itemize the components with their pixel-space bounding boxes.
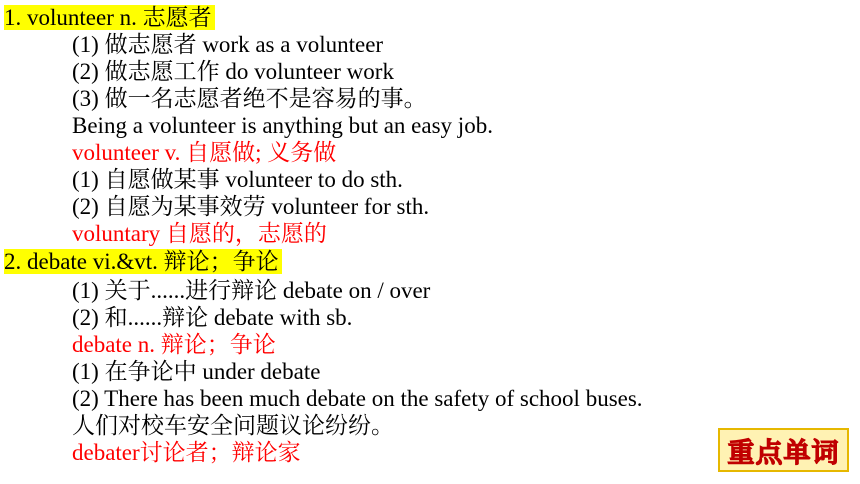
example-sentence: (2) There has been much debate on the safety of school buses. xyxy=(72,386,643,411)
key-words-badge: 重点单词 xyxy=(718,428,849,472)
entry-heading-debate: 2. debate vi.&vt. 辩论；争论 xyxy=(4,248,282,275)
example-sentence: Being a volunteer is anything but an easy job. xyxy=(72,113,493,138)
translation-line: 人们对校车安全问题议论纷纷。 xyxy=(72,413,394,438)
derived-word-line: debater讨论者；辩论家 xyxy=(72,440,301,465)
phrase-line: (2) 和......辩论 debate with sb. xyxy=(72,305,353,330)
phrase-line: (2) 自愿为某事效劳 volunteer for sth. xyxy=(72,194,430,219)
verb-form-line: volunteer v. 自愿做; 义务做 xyxy=(72,140,337,165)
phrase-line: (1) 关于......进行辩论 debate on / over xyxy=(72,278,431,303)
phrase-line: (3) 做一名志愿者绝不是容易的事。 xyxy=(72,86,427,111)
derived-word-line: voluntary 自愿的，志愿的 xyxy=(72,221,327,246)
phrase-line: (1) 自愿做某事 volunteer to do sth. xyxy=(72,167,403,192)
phrase-line: (2) 做志愿工作 do volunteer work xyxy=(72,59,394,84)
entry-heading-volunteer: 1. volunteer n. 志愿者 xyxy=(4,4,215,31)
noun-form-line: debate n. 辩论；争论 xyxy=(72,332,276,357)
phrase-line: (1) 做志愿者 work as a volunteer xyxy=(72,32,384,57)
phrase-line: (1) 在争论中 under debate xyxy=(72,359,321,384)
